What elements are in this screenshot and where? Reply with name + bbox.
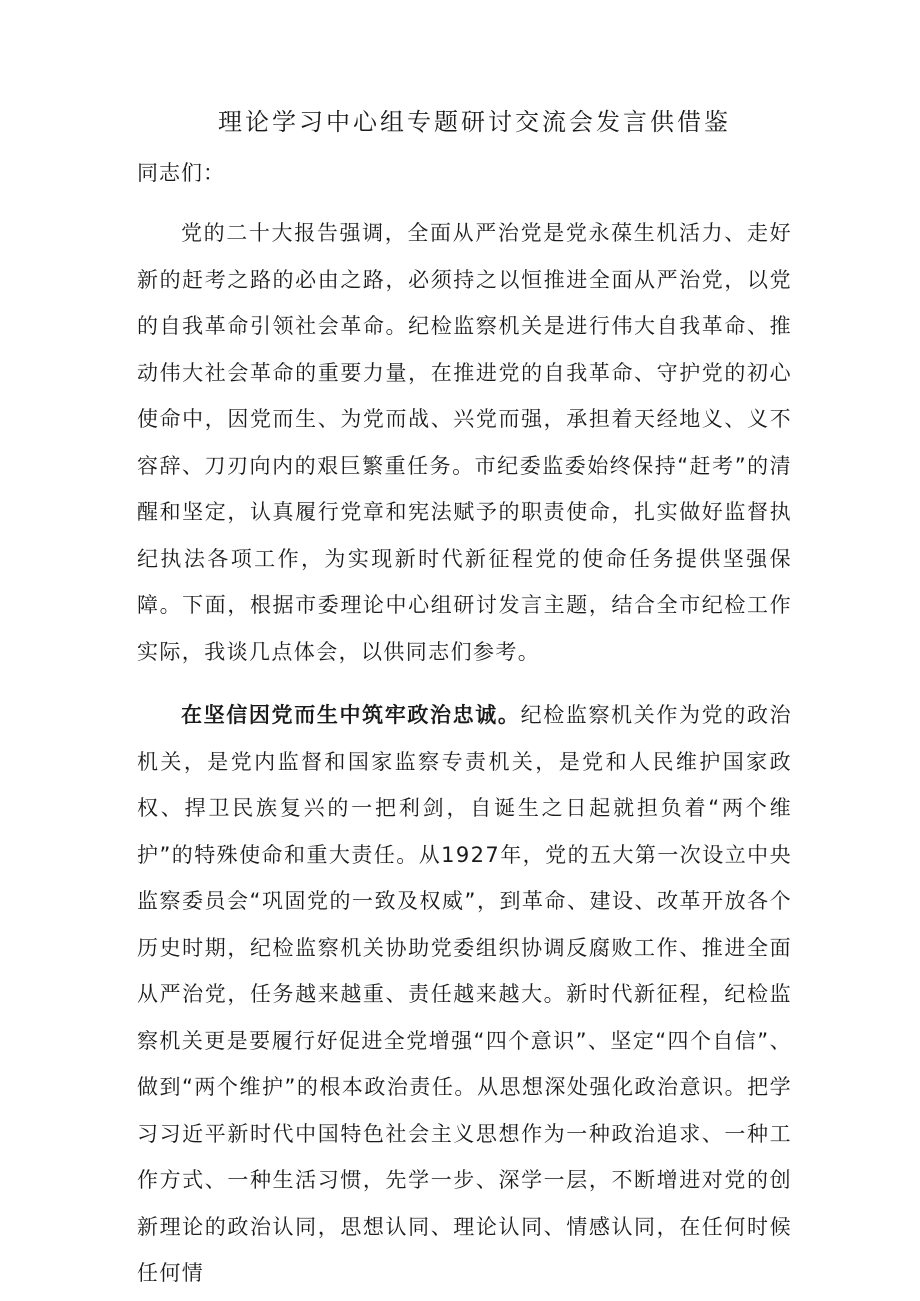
salutation: 同志们： (137, 161, 225, 185)
document-title: 理论学习中心组专题研讨交流会发言供借鉴 (218, 108, 731, 136)
paragraph-body-text: 纪检监察机关作为党的政治机关，是党内监督和国家监察专责机关，是党和人民维护国家政权、捍卫民族复兴的一把利剑，自诞生之日起就担负着“两个维护”的特殊使命和重大责任。从1927年，党的五大第一次设立中央监察委员会“巩固党的一致及权威”，到革命、建设、改革开放各个历史时期，纪检监察机关协助党委组织协调反腐败工作、推进全面从严治党，任务越来越重、责任越来越大。新时代新征程，纪检监察机关更是要履行好促进全党增强“四个意识”、坚定“四个自信”、做到“两个维护”的根本政治责任。从思想深处强化政治意识。把学习习近平新时代中国特色社会主义思想作为一种政治追求、一种工作方式、一种生活习惯，先学一步、深学一层，不断增进对党的创新理论的政治认同，思想认同、理论认同、情感认同，在任何时候任何情 (137, 703, 792, 1285)
paragraph-political-loyalty (137, 692, 792, 1297)
paragraph-intro: 党的二十大报告强调，全面从严治党是党永葆生机活力、走好新的赶考之路的必由之路，必须持之以恒推进全面从严治党，以党的自我革命引领社会革命。纪检监察机关是进行伟大自我革命、推动伟大社会革命的重要力量，在推进党的自我革命、守护党的初心使命中，因党而生、为党而战、兴党而强，承担着天经地义、义不容辞、刀刃向内的艰巨繁重任务。市纪委监委始终保持“赶考”的清醒和坚定，认真履行党章和宪法赋予的职责使命，扎实做好监督执纪执法各项工作，为实现新时代新征程党的使命任务提供坚强保障。下面，根据市委理论中心组研讨发言主题，结合全市纪检工作实际，我谈几点体会，以供同志们参考。 (137, 221, 792, 664)
paragraph-lead-heading: 在坚信因党而生中筑牢政治忠诚。 (181, 703, 521, 727)
